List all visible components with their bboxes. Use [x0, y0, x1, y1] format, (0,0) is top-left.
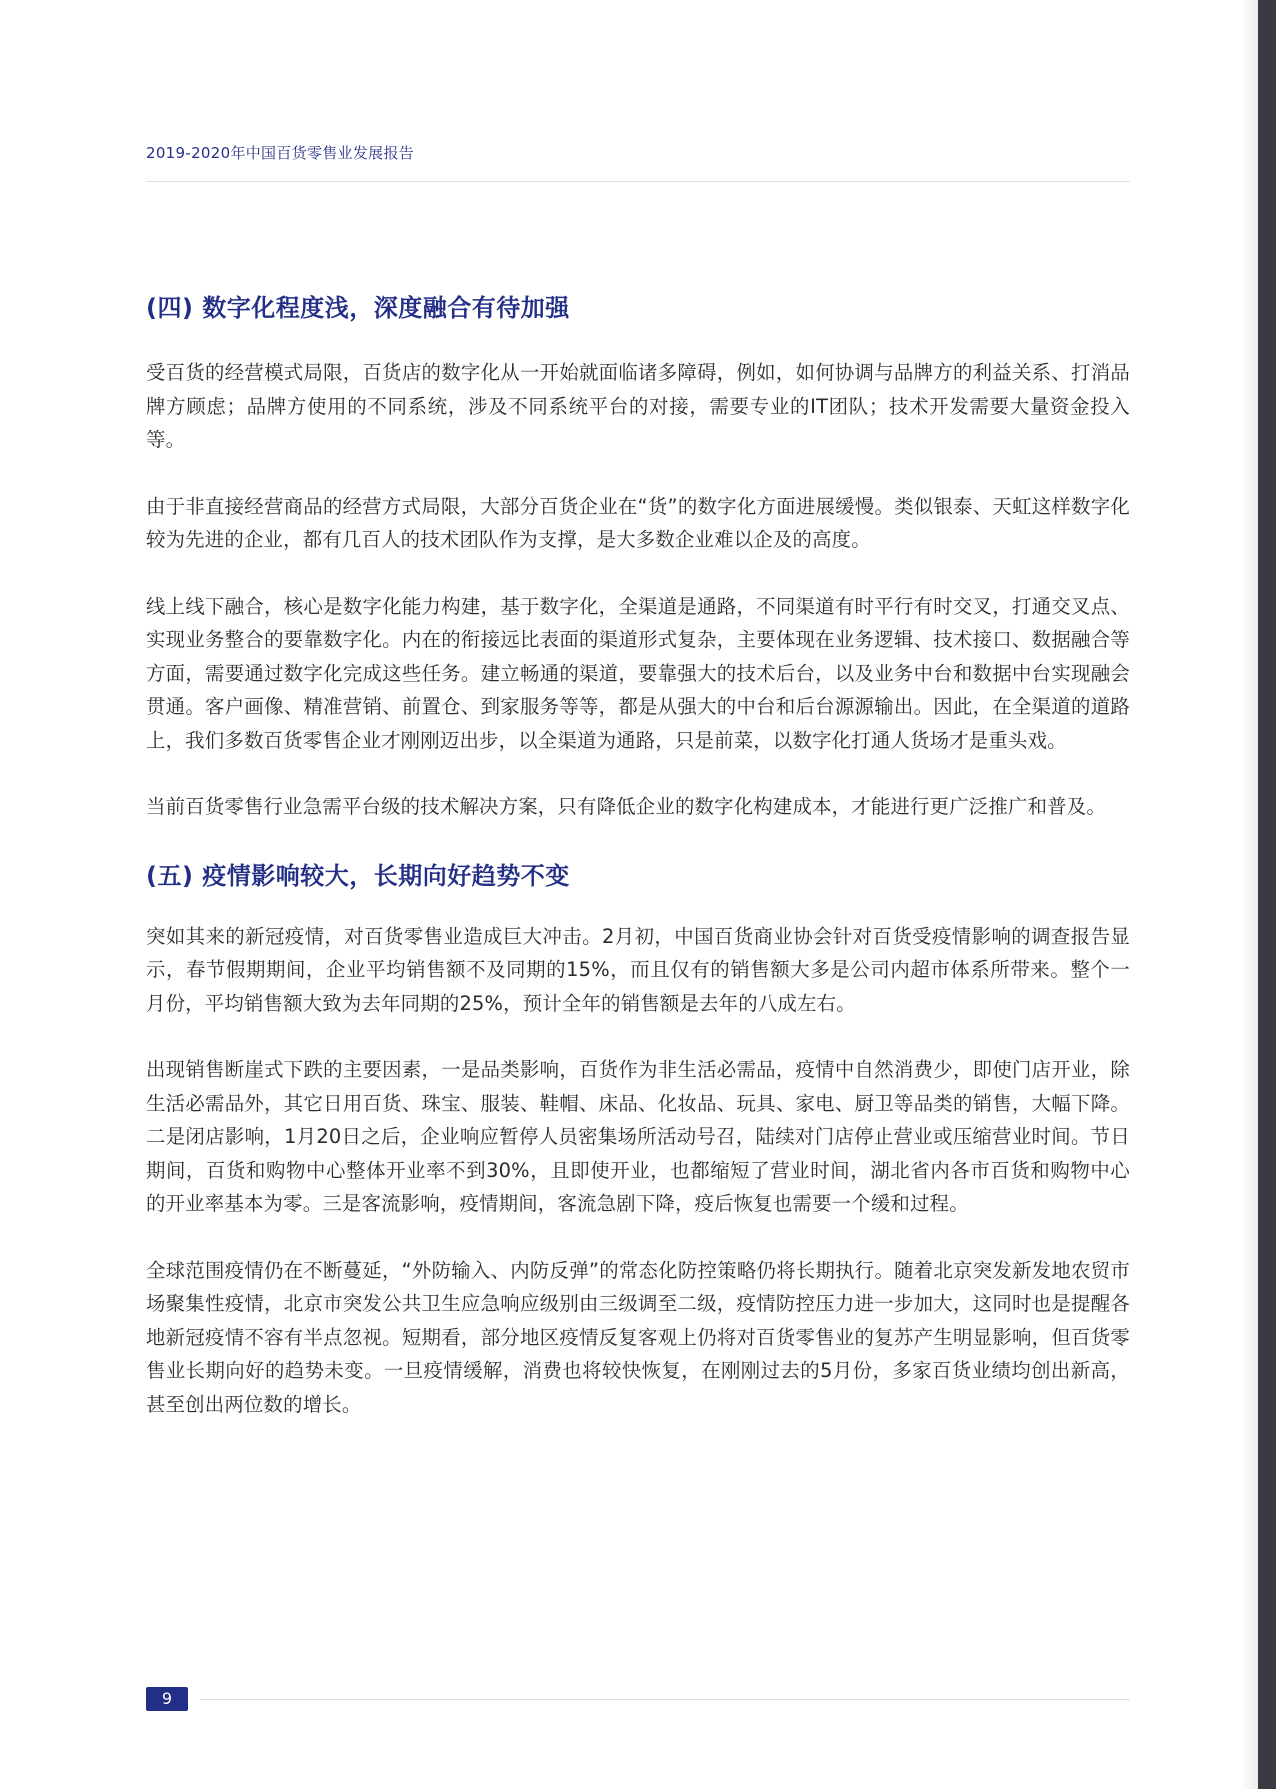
header-divider — [146, 181, 1130, 182]
paragraph: 突如其来的新冠疫情，对百货零售业造成巨大冲击。2月初，中国百货商业协会针对百货受疫情影响的调查报告显示，春节假期期间，企业平均销售额不及同期的15%，而且仅有的销售额大多是公司内超市体系所带来。整个一月份，平均销售额大致为去年同期的25%，预计全年的销售额是去年的八成左右。 — [146, 924, 1130, 1015]
paragraph: 由于非直接经营商品的经营方式局限，大部分百货企业在“货”的数字化方面进展缓慢。类似银泰、天虹这样数字化较为先进的企业，都有几百人的技术团队作为支撑，是大多数企业难以企及的高度。 — [146, 494, 1130, 551]
section-heading-4: (四) 数字化程度浅，深度融合有待加强 — [146, 294, 570, 322]
paragraph: 线上线下融合，核心是数字化能力构建，基于数字化，全渠道是通路，不同渠道有时平行有时交叉，打通交叉点、实现业务整合的要靠数字化。内在的衔接远比表面的渠道形式复杂，主要体现在业务逻辑、技术接口、数据融合等方面，需要通过数字化完成这些任务。建立畅通的渠道，要靠强大的技术后台，以及业务中台和数据中台实现融会贯通。客户画像、精准营销、前置仓、到家服务等等，都是从强大的中台和后台源源输出。因此，在全渠道的道路上，我们多数百货零售企业才刚刚迈出步，以全渠道为通路，只是前菜，以数字化打通人货场才是重头戏。 — [146, 594, 1130, 752]
paragraph: 当前百货零售行业急需平台级的技术解决方案，只有降低企业的数字化构建成本，才能进行更广泛推广和普及。 — [146, 795, 1106, 818]
footer-divider — [200, 1699, 1130, 1700]
section-heading-5: (五) 疫情影响较大，长期向好趋势不变 — [146, 861, 570, 890]
paragraph: 出现销售断崖式下跌的主要因素，一是品类影响，百货作为非生活必需品，疫情中自然消费少，即使门店开业，除生活必需品外，其它日用百货、珠宝、服装、鞋帽、床品、化妆品、玩具、家电、厨卫等品类的销售，大幅下降。二是闭店影响，1月20日之后，企业响应暂停人员密集场所活动号召，陆续对门店停止营业或压缩营业时间。节日期间，百货和购物中心整体开业率不到30%，且即使开业，也都缩短了营业时间，湖北省内各市百货和购物中心的开业率基本为零。三是客流影响，疫情期间，客流急剧下降，疫后恢复也需要一个缓和过程。 — [146, 1058, 1130, 1215]
page-number-badge: 9 — [146, 1687, 188, 1711]
page-content — [146, 288, 1130, 1454]
paragraph: 全球范围疫情仍在不断蔓延，“外防输入、内防反弹”的常态化防控策略仍将长期执行。随着北京突发新发地农贸市场聚集性疫情，北京市突发公共卫生应急响应级别由三级调至二级，疫情防控压力进一步加大，这同时也是提醒各地新冠疫情不容有半点忽视。短期看，部分地区疫情反复客观上仍将对百货零售业的复苏产生明显影响，但百货零售业长期向好的趋势未变。一旦疫情缓解，消费也将较快恢复，在刚刚过去的5月份，多家百货业绩均创出新高，甚至创出两位数的增长。 — [146, 1258, 1130, 1416]
paragraph: 受百货的经营模式局限，百货店的数字化从一开始就面临诸多障碍，例如，如何协调与品牌方的利益关系、打消品牌方顾虑；品牌方使用的不同系统，涉及不同系统平台的对接，需要专业的IT团队；技术开发需要大量资金投入等。 — [146, 361, 1130, 451]
report-header-title: 2019-2020年中国百货零售业发展报告 — [146, 144, 415, 162]
